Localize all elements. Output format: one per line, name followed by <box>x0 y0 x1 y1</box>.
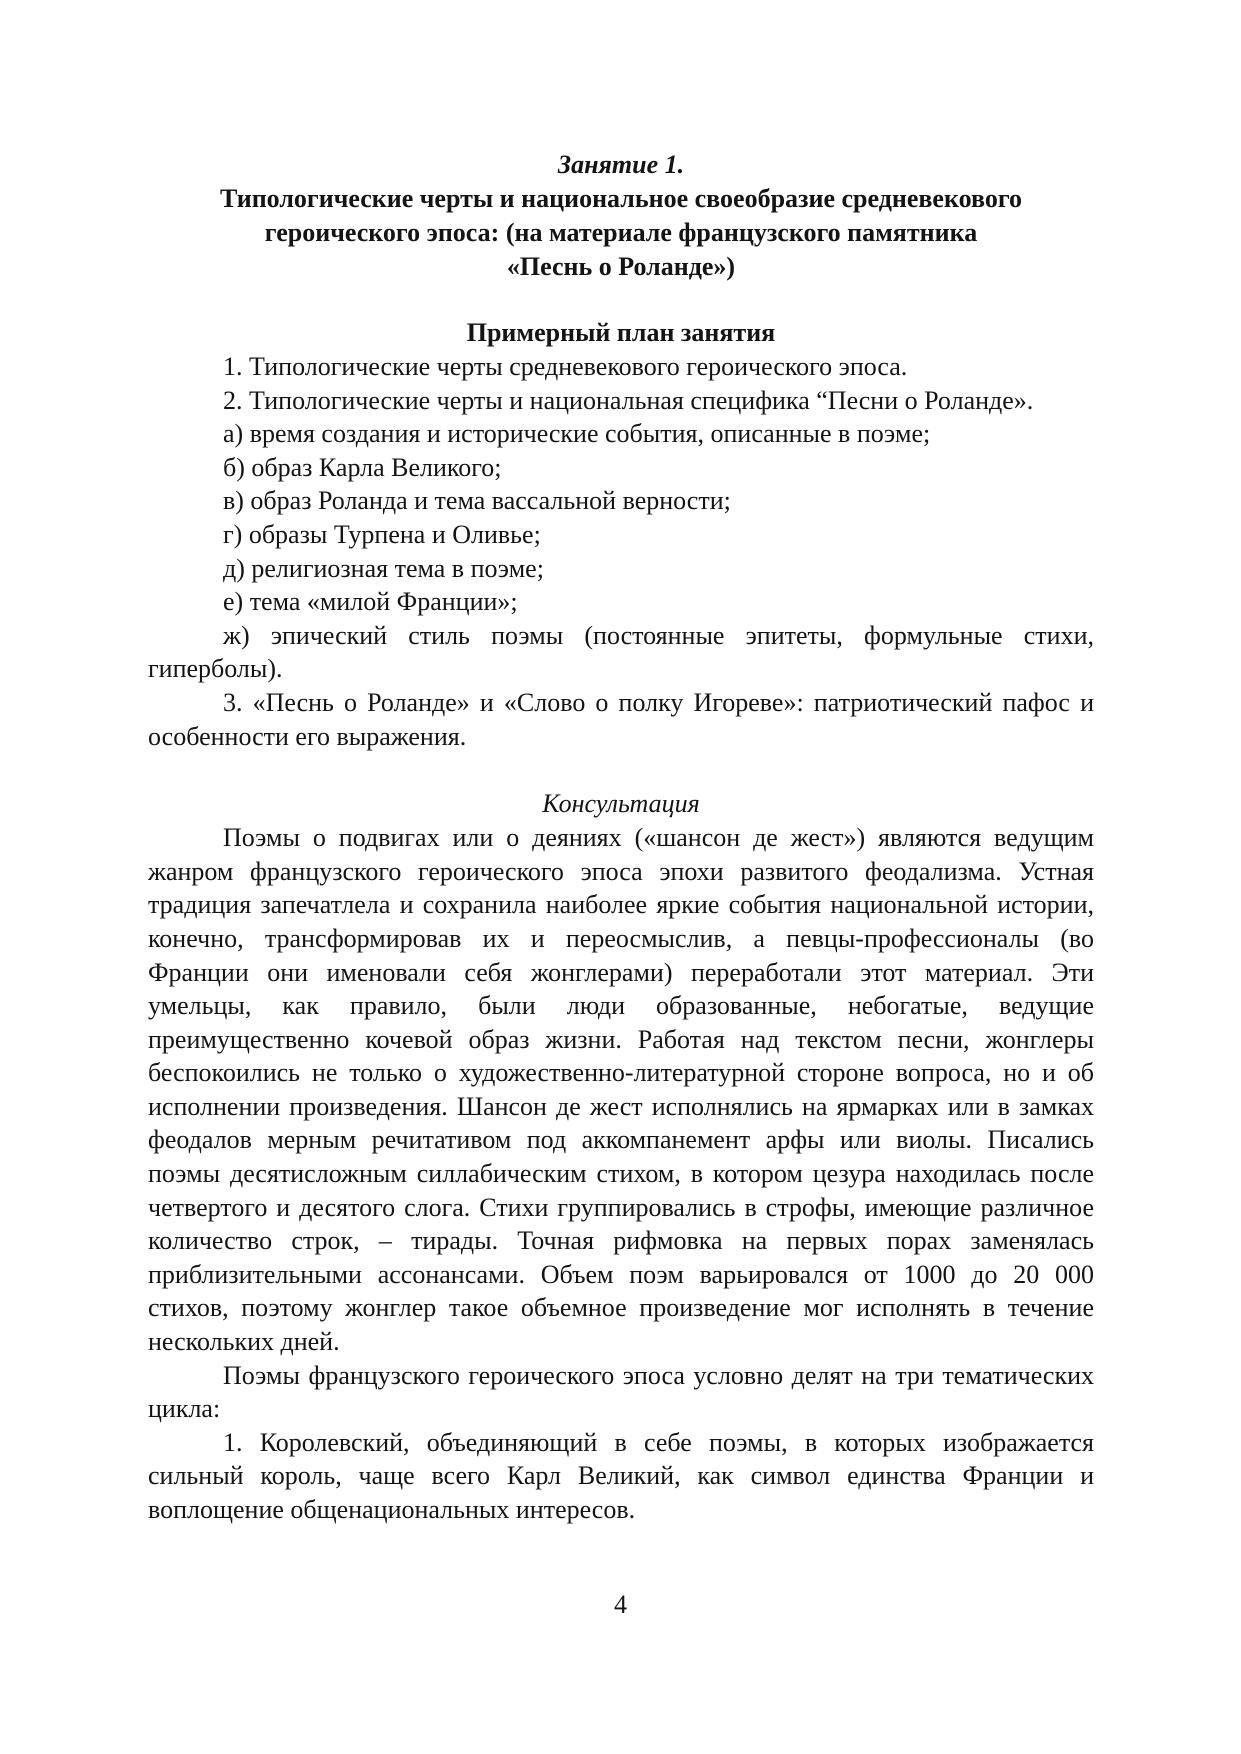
plan-item-1: 1. Типологические черты средневекового героического эпоса. <box>223 352 908 381</box>
plan-subitem-v: в) образ Роланда и тема вассальной верности; <box>223 486 731 516</box>
topic-line: Типологические черты и национальное своеобразие средневекового <box>220 184 1022 213</box>
plan-heading: Примерный план занятия <box>466 318 776 347</box>
plan-subitem-a: а) время создания и исторические события, описанные в поэме; <box>223 419 931 449</box>
lesson-title: Занятие 1. <box>557 150 685 179</box>
topic-line: «Песнь о Роланде») <box>506 252 736 281</box>
plan-subitem-e: е) тема «милой Франции»; <box>223 587 518 617</box>
topic-title <box>148 182 1094 284</box>
consultation-paragraph: Поэмы о подвигах или о деяниях («шансон де жест») являются ведущим жанром французского героического эпоса эпохи развитого феодализма. Устная традиция запечатлела и сохранила наиболее яркие события национальной истории, конечно, трансформировав их и переосмыслив, а певцы-профессионалы (во Франции они именовали себя жонглерами) переработали этот материал. Эти умельцы, как правило, были люди образованные, небогатые, ведущие преимущественно кочевой образ жизни. Работая над текстом песни, жонглеры беспокоились не только о художественно-литературной стороне вопроса, но и об исполнении произведения. Шансон де жест исполнялись на ярмарках или в замках феодалов мерным речитативом под аккомпанемент арфы или виолы. Писались поэмы десятисложным силлабическим стихом, в котором цезура находилась после четвертого и десятого слога. Стихи группировались в строфы, имеющие различное количество строк, – тирады. Точная рифмовка на первых порах заменялась приблизительными ассонансами. Объем поэм варьировался от 1000 до 20 000 стихов, поэтому жонглер такое объемное произведение мог исполнять в течение нескольких дней. <box>148 823 1094 1357</box>
plan-subitem-zh: ж) эпический стиль поэмы (постоянные эпитеты, формульные стихи, гиперболы). <box>148 620 1094 684</box>
consultation-paragraph: Поэмы французского героического эпоса условно делят на три тематических цикла: <box>148 1360 1094 1424</box>
plan-subitem-g: г) образы Турпена и Оливье; <box>223 519 541 549</box>
document-page <box>148 148 1094 1527</box>
page-number: 4 <box>614 1590 627 1619</box>
plan-item-3: 3. «Песнь о Роланде» и «Слово о полку Игореве»: патриотический пафос и особенности его выражения. <box>148 687 1094 751</box>
plan-subitem-d: д) религиозная тема в поэме; <box>223 553 544 583</box>
consultation-heading: Консультация <box>542 789 700 819</box>
topic-line: героического эпоса: (на материале французского памятника <box>264 218 978 247</box>
consultation-paragraph: 1. Королевский, объединяющий в себе поэмы, в которых изображается сильный король, чаще всего Карл Великий, как символ единства Франции и воплощение общенациональных интересов. <box>148 1427 1094 1524</box>
plan-item-2: 2. Типологические черты и национальная специфика “Песни о Роланде». <box>223 385 1034 415</box>
plan-subitem-b: б) образ Карла Великого; <box>223 452 502 482</box>
